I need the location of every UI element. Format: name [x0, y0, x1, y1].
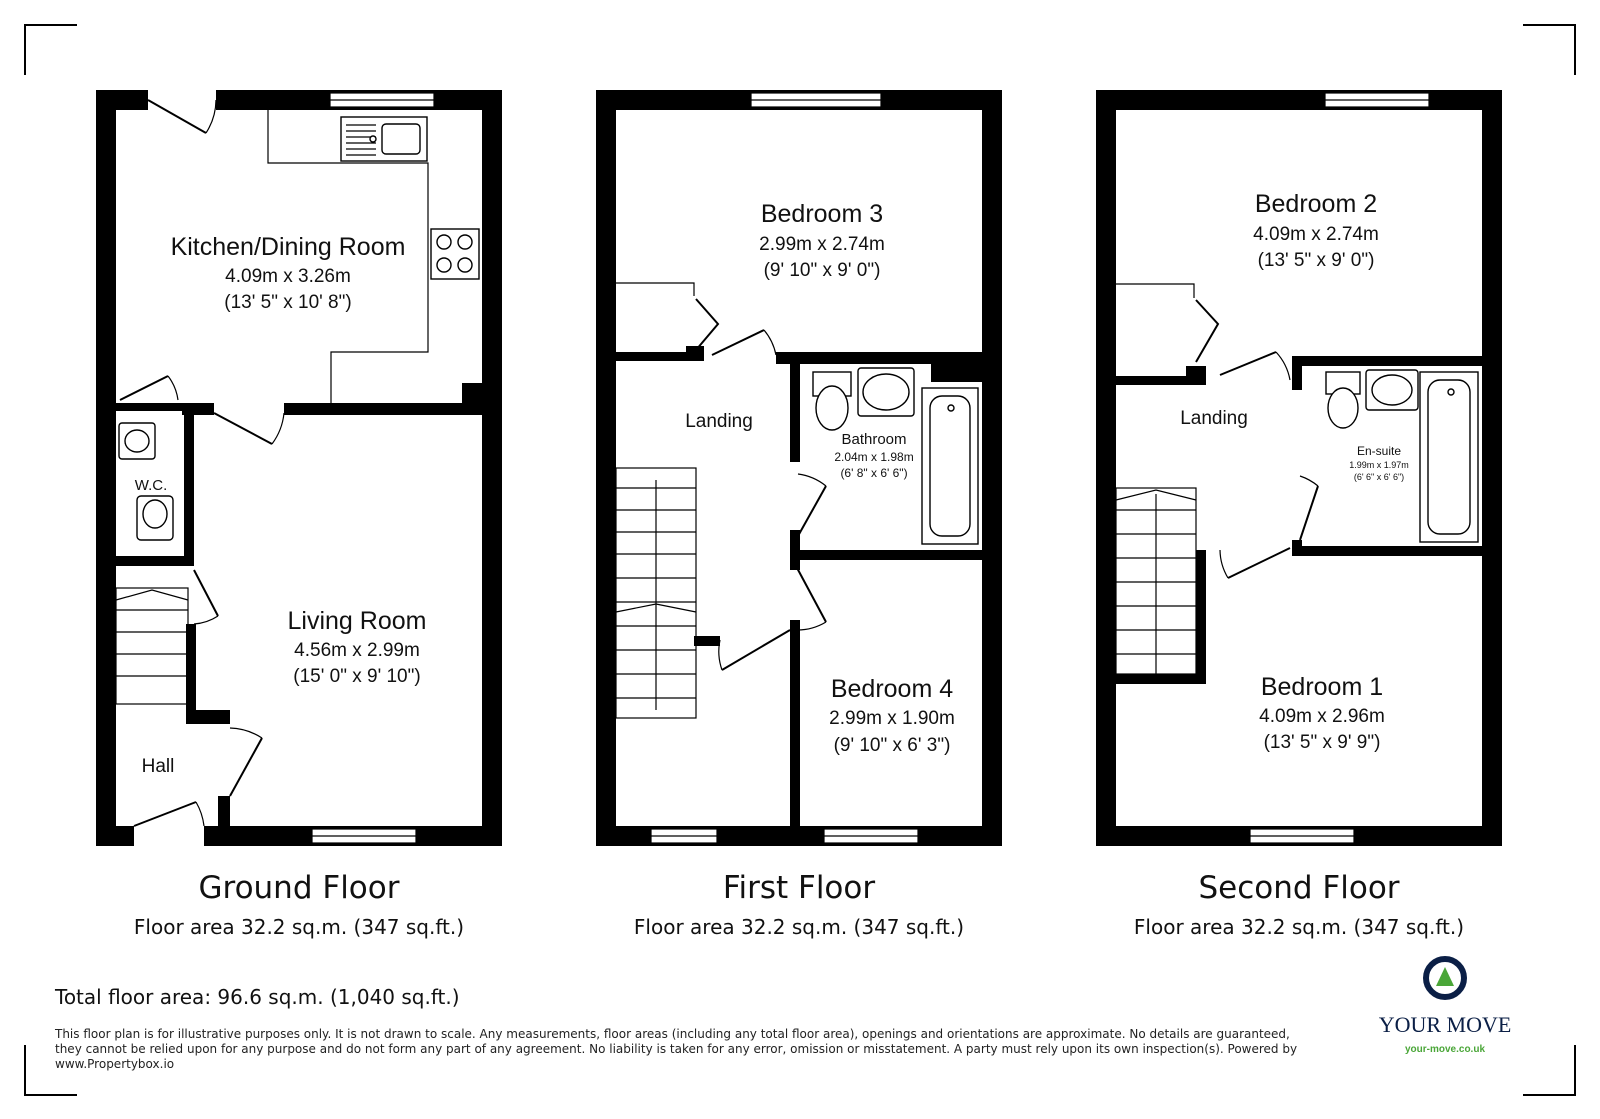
ensuite-metric: 1.99m x 1.97m	[1349, 460, 1409, 470]
bedroom2-name: Bedroom 2	[1254, 190, 1378, 218]
room-labels	[135, 190, 1409, 777]
ensuite-imperial: (6' 6" x 6' 6")	[1353, 472, 1405, 482]
bedroom1-metric: 4.09m x 2.96m	[1259, 706, 1385, 727]
kitchen-metric: 4.09m x 3.26m	[225, 266, 351, 287]
bedroom1-imperial: (13' 5" x 9' 9")	[1263, 732, 1381, 753]
kitchen-imperial: (13' 5" x 10' 8")	[224, 292, 352, 313]
bedroom2-metric: 4.09m x 2.74m	[1253, 224, 1379, 245]
brand-url[interactable]: your-move.co.uk	[1404, 1044, 1486, 1055]
first-floor-area: Floor area 32.2 sq.m. (347 sq.ft.)	[633, 915, 965, 939]
bedroom4-name: Bedroom 4	[830, 675, 954, 703]
total-floor-area: Total floor area: 96.6 sq.m. (1,040 sq.ft.)	[55, 985, 460, 1009]
wc-name: W.C.	[134, 477, 168, 494]
bathroom-imperial: (6' 8" x 6' 6")	[840, 466, 908, 480]
ground-stairs	[116, 588, 188, 704]
ground-floor-area: Floor area 32.2 sq.m. (347 sq.ft.)	[133, 915, 465, 939]
ground-floor-title: Ground Floor	[198, 870, 400, 906]
disclaimer-text: This floor plan is for illustrative purposes only. It is not drawn to scale. Any measurements, floor areas (including any total floor area), openings and orientations are approximate. No details are guaranteed, they cannot be relied upon for any purpose and do not form any part of any agreement. No liability is taken for any error, omission or misstatement. A party must rely upon its own inspection(s). Powered by www.Propertybox.io	[55, 1027, 1298, 1071]
location-pin-icon	[1420, 955, 1470, 1005]
ground-floor-plan	[96, 90, 502, 846]
bedroom2-imperial: (13' 5" x 9' 0")	[1257, 250, 1375, 271]
bedroom1-name: Bedroom 1	[1260, 673, 1384, 701]
second-stairs	[1116, 488, 1196, 674]
bathroom-name: Bathroom	[841, 431, 907, 448]
landing2-name: Landing	[1180, 408, 1248, 429]
first-stairs	[616, 468, 696, 718]
second-floor-area: Floor area 32.2 sq.m. (347 sq.ft.)	[1133, 915, 1465, 939]
first-floor-title: First Floor	[722, 870, 876, 906]
bathroom-metric: 2.04m x 1.98m	[834, 450, 914, 464]
brand-name: YOUR MOVE	[1378, 1012, 1512, 1037]
living-imperial: (15' 0" x 9' 10")	[293, 666, 421, 687]
bedroom3-name: Bedroom 3	[760, 200, 884, 228]
ensuite-name: En-suite	[1356, 444, 1402, 458]
second-floor-title: Second Floor	[1198, 870, 1400, 906]
bedroom3-metric: 2.99m x 2.74m	[759, 234, 885, 255]
living-name: Living Room	[287, 607, 427, 635]
bedroom4-metric: 2.99m x 1.90m	[829, 708, 955, 729]
landing1-name: Landing	[685, 411, 753, 432]
living-metric: 4.56m x 2.99m	[294, 640, 420, 661]
hall-name: Hall	[141, 756, 175, 777]
kitchen-name: Kitchen/Dining Room	[170, 233, 406, 261]
bedroom4-imperial: (9' 10" x 6' 3")	[833, 735, 951, 756]
bedroom3-imperial: (9' 10" x 9' 0")	[763, 260, 881, 281]
brand-logo[interactable]	[1360, 955, 1530, 1055]
